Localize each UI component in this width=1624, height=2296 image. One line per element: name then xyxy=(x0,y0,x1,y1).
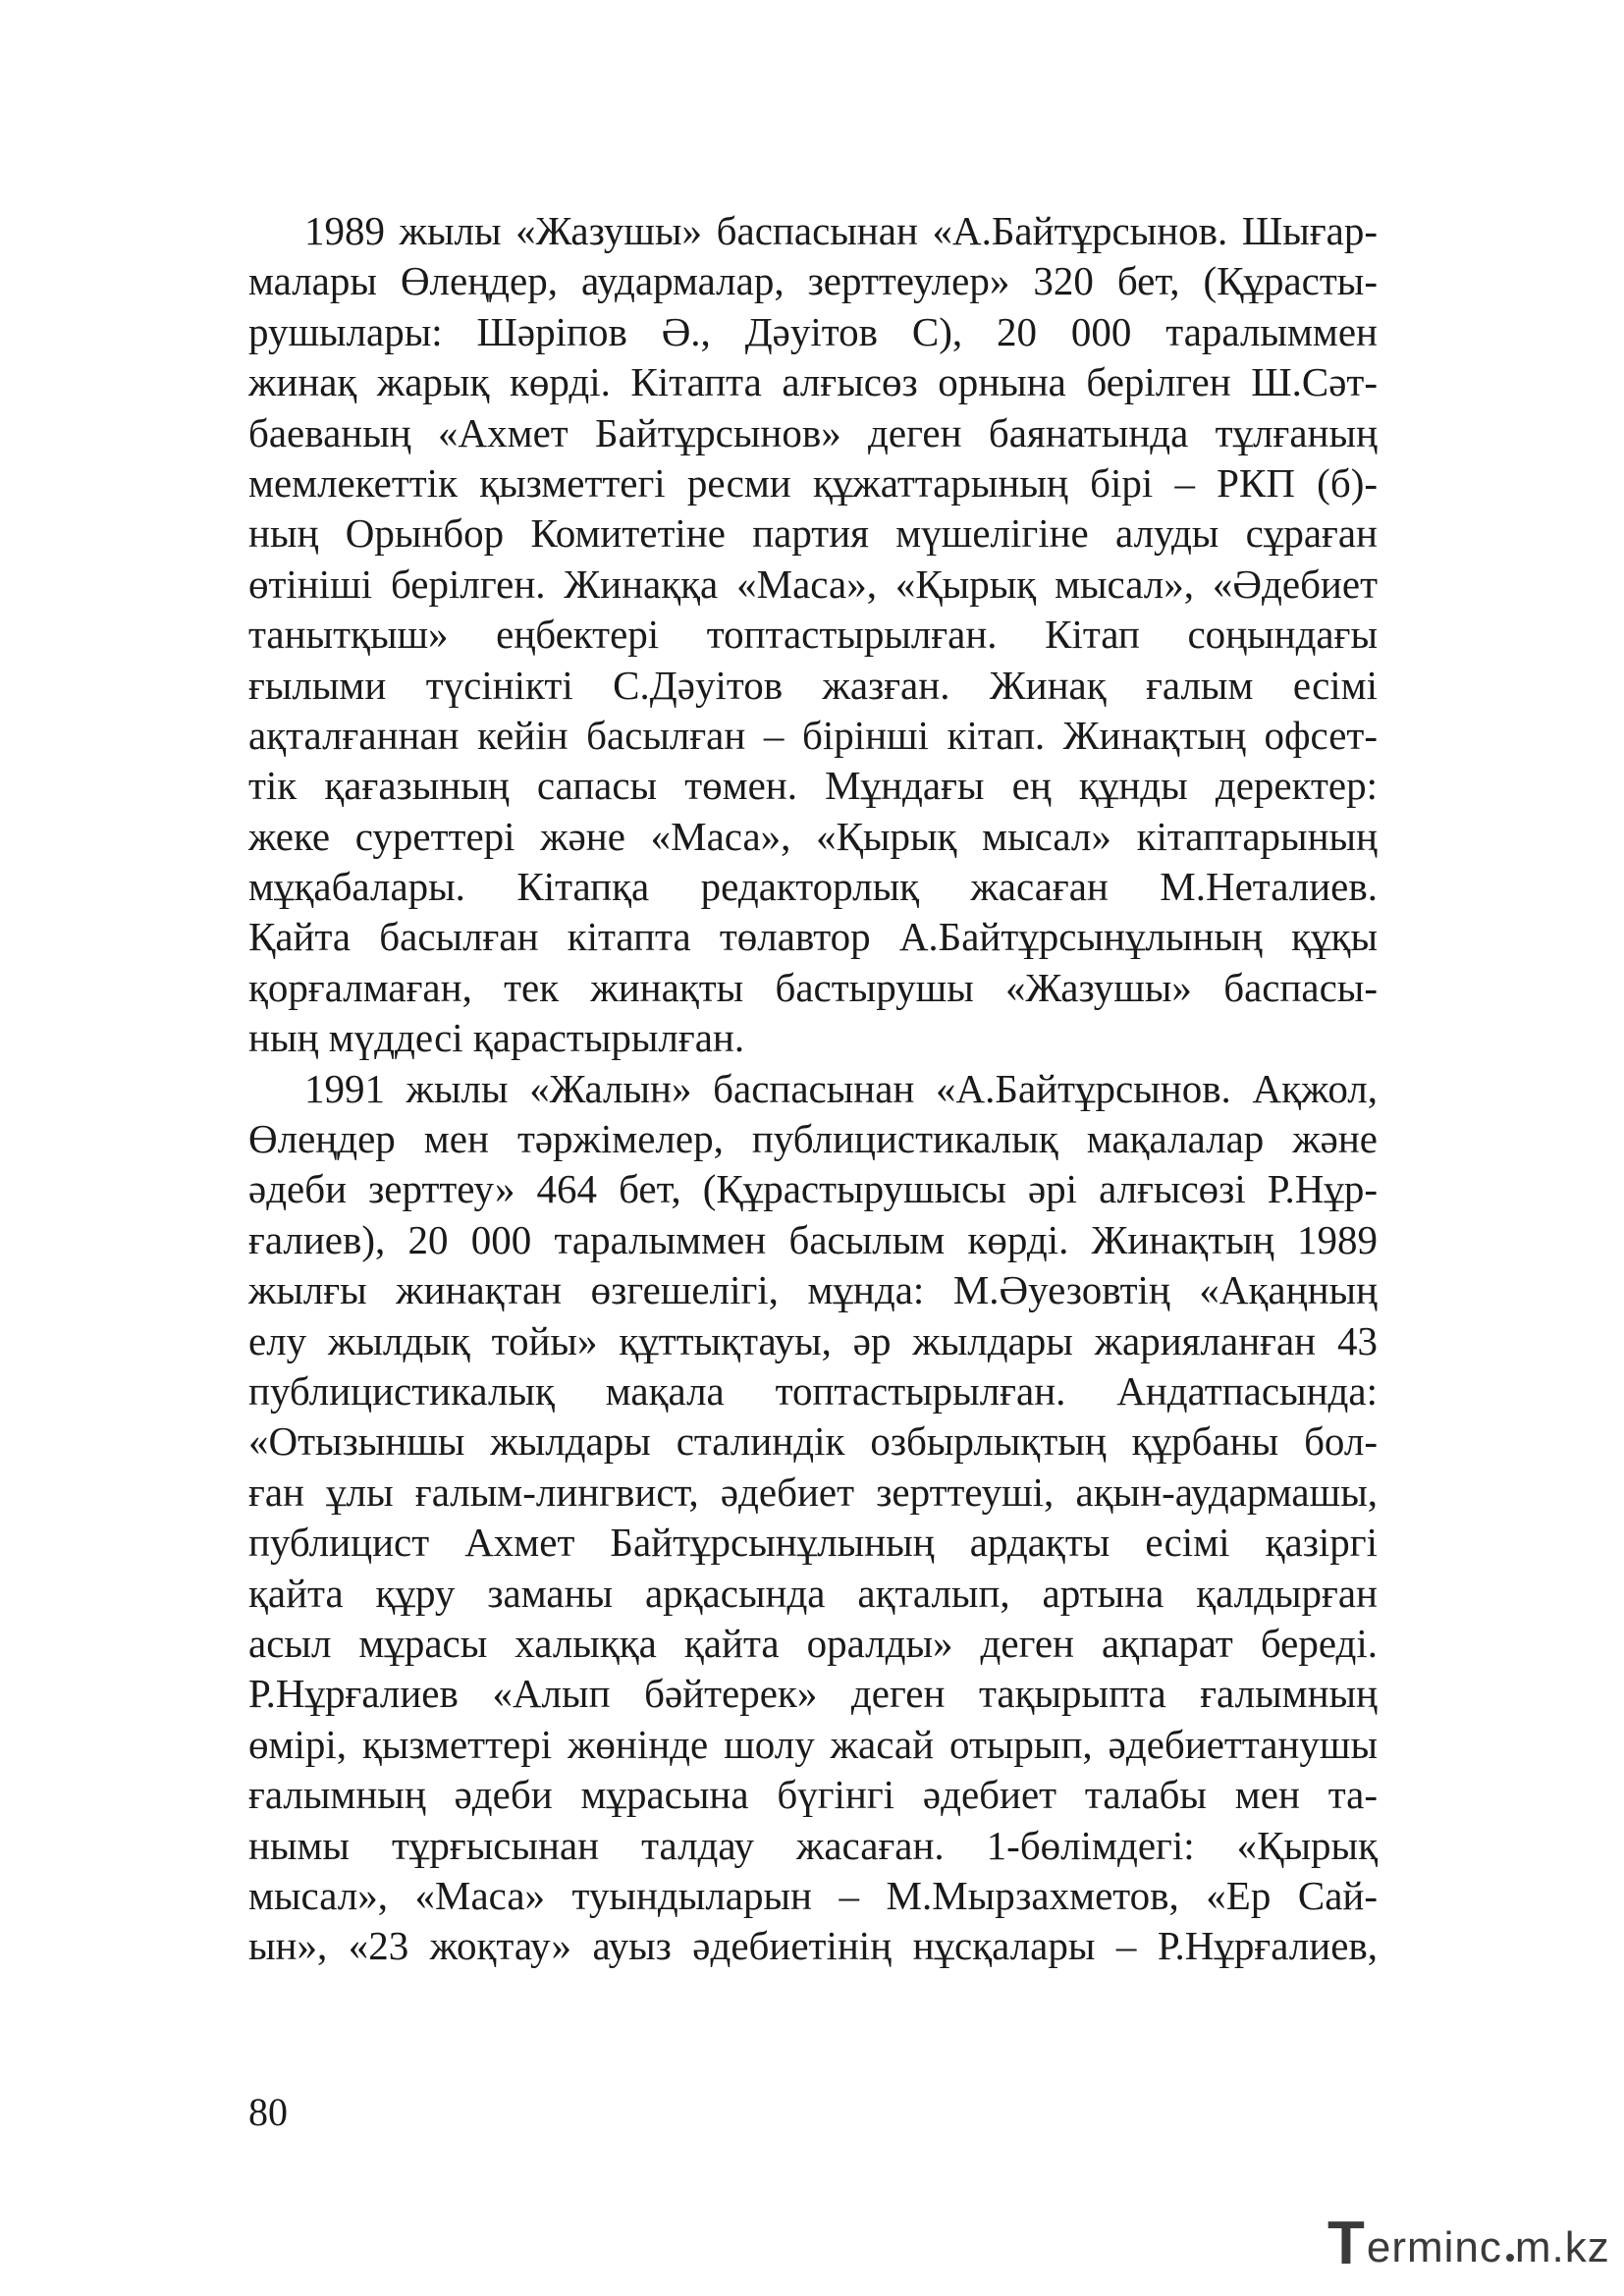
text-line: Қайта басылған кітапта төлавтор А.Байтұрсынұлының құқы xyxy=(248,914,1378,960)
text-line: публицист Ахмет Байтұрсынұлының ардақты есімі қазіргі xyxy=(248,1520,1378,1566)
text-line: өмірі, қызметтері жөнінде шолу жасай отырып, әдебиеттанушы xyxy=(248,1721,1378,1767)
text-line: 1991 жылы «Жалын» баспасынан «А.Байтұрсынов. Ақжол, xyxy=(304,1065,1378,1111)
text-line: елу жылдық тойы» құттықтауы, әр жылдары жарияланған 43 xyxy=(248,1317,1378,1363)
text-line: танытқыш» еңбектері топтастырылған. Кітап соңындағы xyxy=(248,612,1378,658)
watermark-end: m.kz xyxy=(1514,2223,1610,2271)
text-line: қорғалмаған, тек жинақты бастырушы «Жазушы» баспасы- xyxy=(248,964,1378,1010)
text-line: публицистикалық мақала топтастырылған. Андатпасында: xyxy=(248,1367,1378,1414)
text-line: «Отызыншы жылдары сталиндік озбырлықтың құрбаны бол- xyxy=(248,1418,1378,1465)
text-line: қайта құру заманы арқасында ақталып, артына қалдырған xyxy=(248,1570,1378,1616)
text-line: жылғы жинақтан өзгешелігі, мұнда: М.Әуезовтің «Ақаңның xyxy=(248,1267,1378,1313)
text-line: жинақ жарық көрді. Кітапта алғысөз орнына берілген Ш.Сәт- xyxy=(248,359,1378,405)
watermark-middle: erminc xyxy=(1366,2223,1502,2271)
text-line: ғалиев), 20 000 таралыммен басылым көрді. Жинақтың 1989 xyxy=(248,1216,1378,1262)
paragraph-2 xyxy=(248,1064,1378,1972)
text-line: мұқабалары. Кітапқа редакторлық жасаған М.Неталиев. xyxy=(248,864,1378,910)
text-line: нымы тұрғысынан талдау жасаған. 1-бөлімдегі: «Қырық xyxy=(248,1822,1378,1868)
paragraph-1 xyxy=(248,206,1378,1064)
text-line: Өлеңдер мен тәржімелер, публицистикалық мақалалар және xyxy=(248,1116,1378,1162)
page-number: 80 xyxy=(248,2090,288,2134)
text-line: Р.Нұрғалиев «Алып бәйтерек» деген тақырыпта ғалымның xyxy=(248,1671,1378,1717)
text-line: жеке суреттері және «Маса», «Қырық мысал» кітаптарының xyxy=(248,813,1378,859)
watermark-first-letter: T xyxy=(1327,2210,1365,2277)
text-line: ын», «23 жоқтау» ауыз әдебиетінің нұсқалары – Р.Нұрғалиев, xyxy=(248,1923,1378,1969)
text-line: ған ұлы ғалым-лингвист, әдебиет зерттеуші, ақын-аудармашы, xyxy=(248,1468,1378,1515)
text-line: баеваның «Ахмет Байтұрсынов» деген баянатында тұлғаның xyxy=(248,409,1378,455)
watermark-dot-icon xyxy=(1506,2254,1514,2262)
body-text xyxy=(248,206,1378,1972)
watermark-logo xyxy=(1327,2210,1610,2277)
text-line: ақталғаннан кейін басылған – бірінші кітап. Жинақтың офсет- xyxy=(248,712,1378,758)
text-line: рушылары: Шәріпов Ә., Дәуітов С), 20 000 таралыммен xyxy=(248,308,1378,354)
text-line: мысал», «Маса» туындыларын – М.Мырзахметов, «Ер Сай- xyxy=(248,1872,1378,1918)
text-line: ғылыми түсінікті С.Дәуітов жазған. Жинақ ғалым есімі xyxy=(248,662,1378,708)
text-line: әдеби зерттеу» 464 бет, (Құрастырушысы әрі алғысөзі Р.Нұр- xyxy=(248,1166,1378,1212)
text-line: асыл мұрасы халыққа қайта оралды» деген ақпарат береді. xyxy=(248,1620,1378,1666)
text-line: малары Өлеңдер, аудармалар, зерттеулер» 320 бет, (Құрасты- xyxy=(248,258,1378,304)
text-line: 1989 жылы «Жазушы» баспасынан «А.Байтұрсынов. Шығар- xyxy=(304,208,1378,253)
text-line: ның Орынбор Комитетіне партия мүшелігіне алуды сұраған xyxy=(248,510,1378,557)
text-line: тік қағазының сапасы төмен. Мұндағы ең құнды деректер: xyxy=(248,763,1378,809)
text-line: өтініші берілген. Жинаққа «Маса», «Қырық мысал», «Әдебиет xyxy=(248,561,1378,607)
text-line: ғалымның әдеби мұрасына бүгінгі әдебиет талабы мен та- xyxy=(248,1772,1378,1818)
text-line: мемлекеттік қызметтегі ресми құжаттарының бірі – РКП (б)- xyxy=(248,459,1378,506)
text-line: ның мүддесі қарастырылған. xyxy=(248,1015,745,1061)
